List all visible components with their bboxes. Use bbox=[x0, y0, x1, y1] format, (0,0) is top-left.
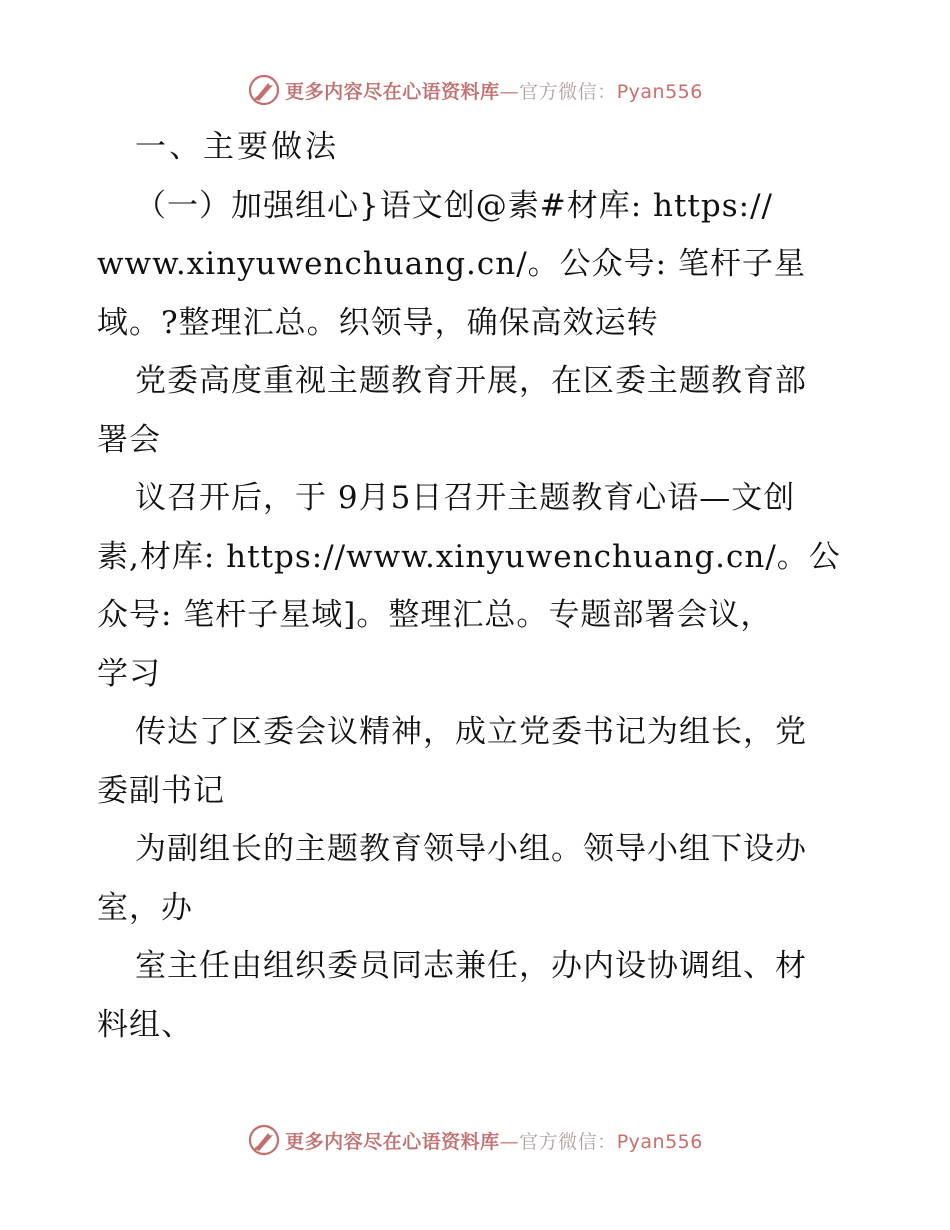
watermark-separator: — bbox=[499, 1130, 520, 1153]
text-line: 室，办 bbox=[97, 889, 193, 926]
text-line: 为副组长的主题教育领导小组。领导小组下设办 bbox=[135, 831, 807, 867]
watermark-wechat-label: 官方微信： bbox=[519, 1130, 617, 1153]
text-line: www.xinyuwenchuang.cn/。公众号: 笔杆子星 bbox=[97, 246, 806, 282]
watermark-wechat-label: 官方微信： bbox=[519, 80, 617, 103]
text-line: 料组、 bbox=[97, 1006, 193, 1043]
quill-pen-logo-icon bbox=[247, 1123, 281, 1157]
text-line: 传达了区委会议精神，成立党委书记为组长，党 bbox=[135, 714, 807, 750]
document-body bbox=[97, 118, 857, 1054]
text-line: 议召开后，于 9月5日召开主题教育心语—文创 bbox=[135, 480, 796, 516]
watermark-wechat-id: Pyan556 bbox=[616, 80, 703, 103]
footer-watermark-banner bbox=[0, 1120, 950, 1160]
header-watermark-banner bbox=[0, 70, 950, 110]
text-line: 党委高度重视主题教育开展，在区委主题教育部 bbox=[135, 363, 807, 399]
watermark-text bbox=[285, 1127, 703, 1154]
watermark-main-text: 更多内容尽在心语资料库 bbox=[285, 80, 500, 103]
text-line: 学习 bbox=[97, 655, 161, 692]
quill-pen-logo-icon bbox=[247, 73, 281, 107]
text-line: 域。?整理汇总。织领导，确保高效运转 bbox=[97, 304, 659, 341]
watermark-wechat-id: Pyan556 bbox=[616, 1130, 703, 1153]
text-line: 众号: 笔杆子星域]。整理汇总。专题部署会议， bbox=[97, 597, 773, 633]
text-line: （一）加强组心}语文创@素#材库: https:// bbox=[135, 187, 773, 224]
watermark-main-text: 更多内容尽在心语资料库 bbox=[285, 1130, 500, 1153]
section-heading: 一、主要做法 bbox=[135, 129, 339, 165]
text-line: 室主任由组织委员同志兼任，办内设协调组、材 bbox=[135, 948, 807, 984]
watermark-separator: — bbox=[499, 80, 520, 103]
watermark-text bbox=[285, 77, 703, 104]
text-line: 素,材库: https://www.xinyuwenchuang.cn/。公 bbox=[97, 538, 841, 575]
text-line: 署会 bbox=[97, 421, 161, 458]
text-line: 委副书记 bbox=[97, 772, 225, 809]
